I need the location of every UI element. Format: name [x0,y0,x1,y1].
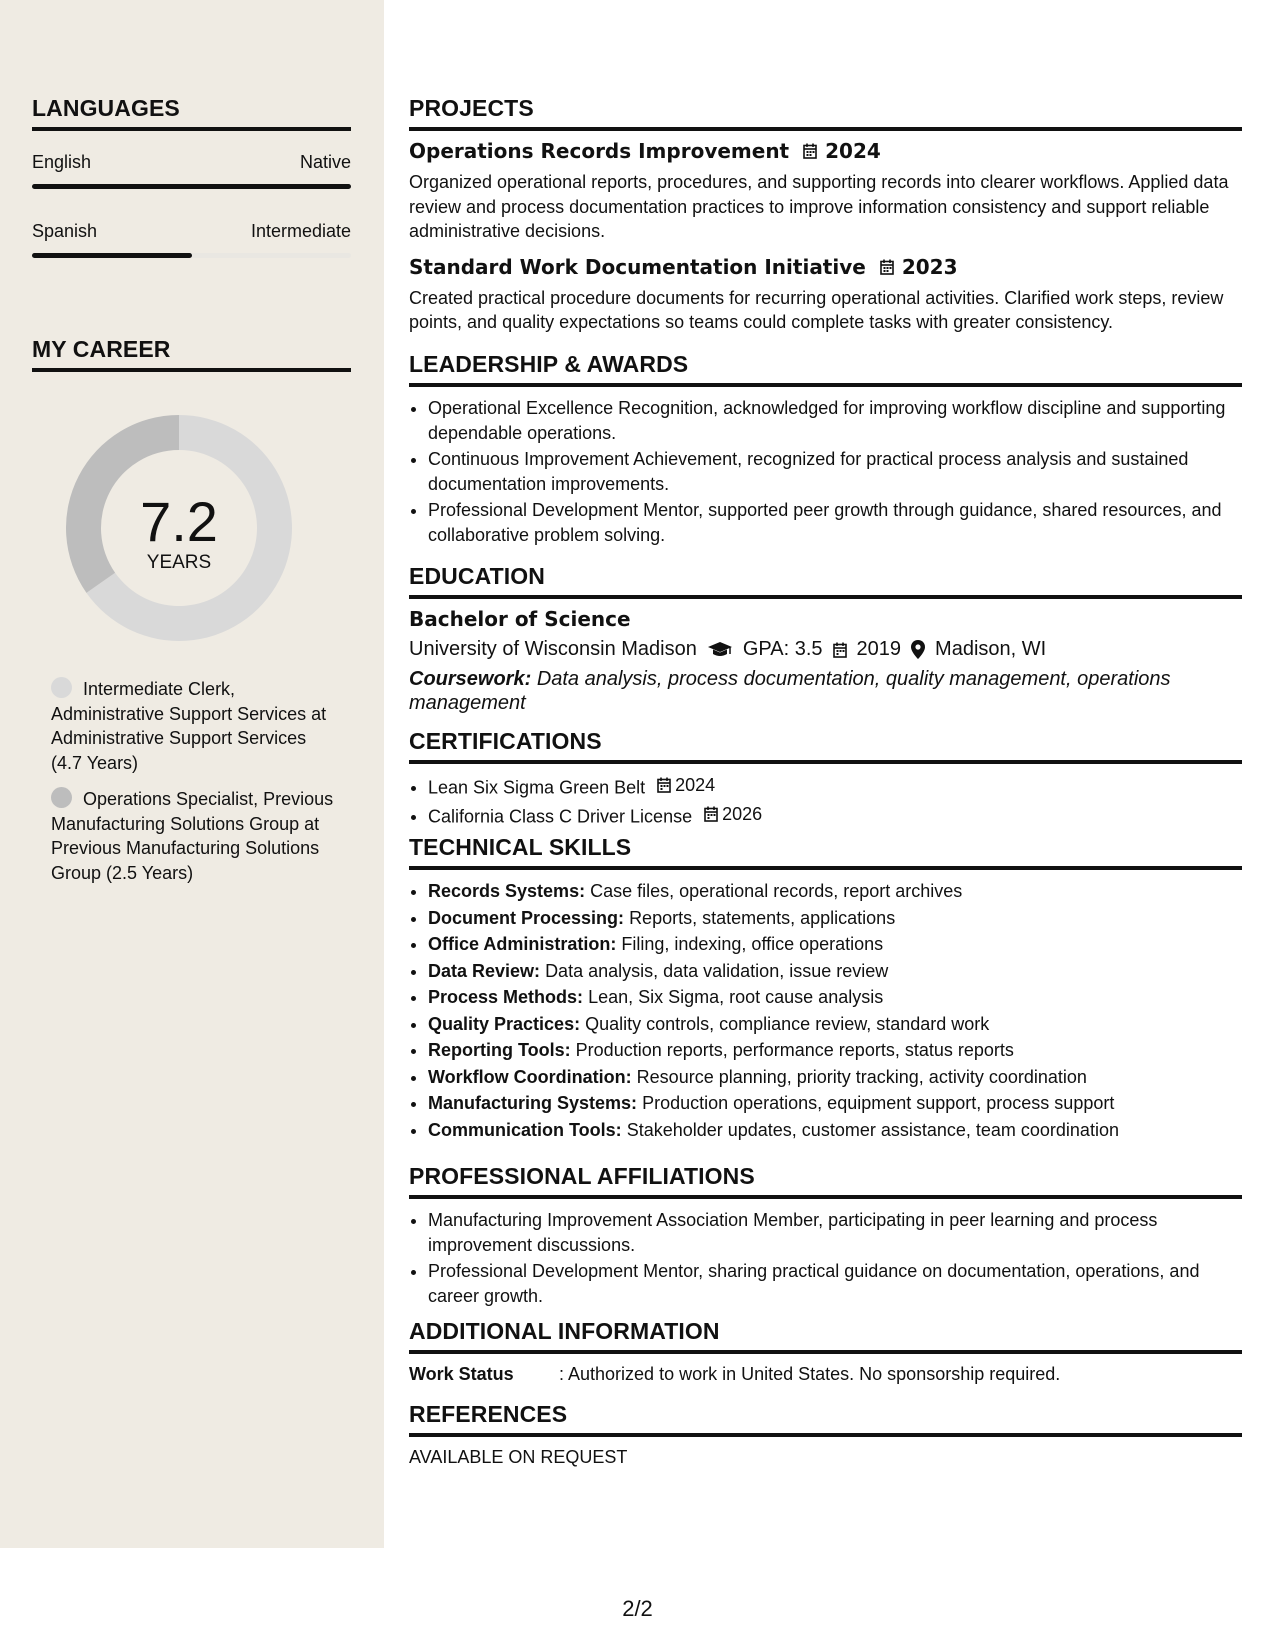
references-title: REFERENCES [409,1401,1242,1437]
additional-title: ADDITIONAL INFORMATION [409,1318,1242,1354]
project-name: Standard Work Documentation Initiative [409,254,866,279]
education-location: Madison, WI [935,638,1047,660]
career-entry-text: Operations Specialist, Previous Manufacturing Solutions Group at Previous Manufacturing Solutions Group (2.5 Years) [51,789,334,883]
certification-name: California Class C Driver License [428,806,693,826]
skills-section [409,834,1242,1144]
language-bar-spanish [32,253,351,258]
career-entry [51,787,341,885]
project-item [409,255,1242,335]
list-item: • Continuous Improvement Achievement, recognized for practical process analysis and sustained documentation improvements. [428,447,1242,496]
affiliations-title: PROFESSIONAL AFFILIATIONS [409,1163,1242,1199]
career-entry-text: Intermediate Clerk, Administrative Support Services at Administrative Support Services (4.7 Years) [51,679,327,773]
page-number: 2/2 [622,1596,653,1621]
references-section [409,1401,1242,1468]
list-item: • Quality Practices: Quality controls, compliance review, standard work [428,1012,1242,1037]
project-description: Created practical procedure documents for recurring operational activities. Clarified work steps, review points, and quality expectations so teams could complete tasks with greater consistency. [409,287,1224,332]
calendar-icon [803,143,817,159]
language-bar-fill [32,184,351,189]
work-status-row [409,1364,1242,1385]
project-name: Operations Records Improvement [409,139,790,163]
language-level: Native [299,152,351,172]
project-year: 2023 [901,254,958,279]
career-title: MY CAREER [32,336,351,372]
affiliations-section [409,1163,1242,1310]
calendar-icon [657,777,671,793]
career-entry [51,677,341,775]
project-description: Organized operational reports, procedures, and supporting records into clearer workflows. Applied data review and process documentation practices to improve information consistency and support reliable administrative decisions. [409,172,1229,241]
leadership-section [409,351,1242,549]
education-details [409,638,1242,661]
projects-section [409,95,1242,335]
list-item: • Professional Development Mentor, sharing practical guidance on documentation, operations, and career growth. [428,1259,1242,1308]
coursework-text: Data analysis, process documentation, quality management, operations management [409,668,1171,714]
list-item: • Workflow Coordination: Resource planning, priority tracking, activity coordination [428,1065,1242,1090]
list-item: • Manufacturing Improvement Association Member, participating in peer learning and process improvement discussions. [428,1208,1242,1257]
languages-title: LANGUAGES [32,95,351,131]
sidebar [0,0,384,1548]
list-item: • Process Methods: Lean, Six Sigma, root cause analysis [428,985,1242,1010]
calendar-icon [704,806,718,822]
leadership-title: LEADERSHIP & AWARDS [409,351,1242,387]
list-item: • Data Review: Data analysis, data validation, issue review [428,959,1242,984]
skills-list [409,879,1242,1142]
gpa: GPA: 3.5 [742,638,823,660]
coursework [409,667,1242,715]
legend-dot [51,677,72,698]
list-item: • Records Systems: Case files, operational records, report archives [428,879,1242,904]
coursework-label: Coursework: [409,668,532,690]
map-pin-icon [911,640,925,659]
career-donut-chart [66,415,292,641]
legend-dot [51,787,72,808]
affiliations-list [409,1208,1242,1308]
list-item: • Office Administration: Filing, indexing, office operations [428,932,1242,957]
calendar-icon [880,259,894,275]
career-total-value: 7.2 [140,490,218,553]
list-item [428,802,1242,829]
certifications-title: CERTIFICATIONS [409,728,1242,764]
additional-section [409,1318,1242,1385]
list-item: • Operational Excellence Recognition, acknowledged for improving workflow discipline and supporting dependable operations. [428,396,1242,445]
language-name: Spanish [32,221,98,241]
list-item: • Communication Tools: Stakeholder updates, customer assistance, team coordination [428,1118,1242,1143]
skills-title: TECHNICAL SKILLS [409,834,1242,870]
leadership-list [409,396,1242,547]
project-item [409,139,1242,244]
school-name: University of Wisconsin Madison [409,638,697,660]
language-row-english [32,152,351,173]
graduation-cap-icon [707,641,733,659]
certification-year: 2026 [722,803,763,824]
certification-year: 2024 [675,775,716,795]
work-status-label: Work Status [409,1364,514,1384]
language-row-spanish [32,221,351,242]
certification-name: Lean Six Sigma Green Belt [428,777,646,798]
certifications-list [409,773,1242,829]
work-status-value: : Authorized to work in United States. No sponsorship required. [559,1364,1061,1384]
language-bar-english [32,184,351,189]
degree: Bachelor of Science [409,607,631,631]
references-text: AVAILABLE ON REQUEST [409,1447,628,1467]
language-bar-fill [32,253,192,258]
education-title: EDUCATION [409,563,1242,599]
list-item: • Professional Development Mentor, supported peer growth through guidance, shared resources, and collaborative problem solving. [428,498,1242,547]
language-level: Intermediate [250,221,351,241]
certifications-section [409,728,1242,831]
career-legend [51,677,341,897]
project-year: 2024 [825,139,881,163]
list-item [428,773,1242,800]
language-name: English [32,152,92,172]
list-item: • Reporting Tools: Production reports, performance reports, status reports [428,1038,1242,1063]
education-section [409,563,1242,715]
list-item: • Manufacturing Systems: Production operations, equipment support, process support [428,1091,1242,1116]
calendar-icon [833,642,847,658]
list-item: • Document Processing: Reports, statements, applications [428,906,1242,931]
projects-title: PROJECTS [409,95,1242,131]
graduation-year: 2019 [856,638,902,660]
career-total-unit: YEARS [146,552,212,573]
